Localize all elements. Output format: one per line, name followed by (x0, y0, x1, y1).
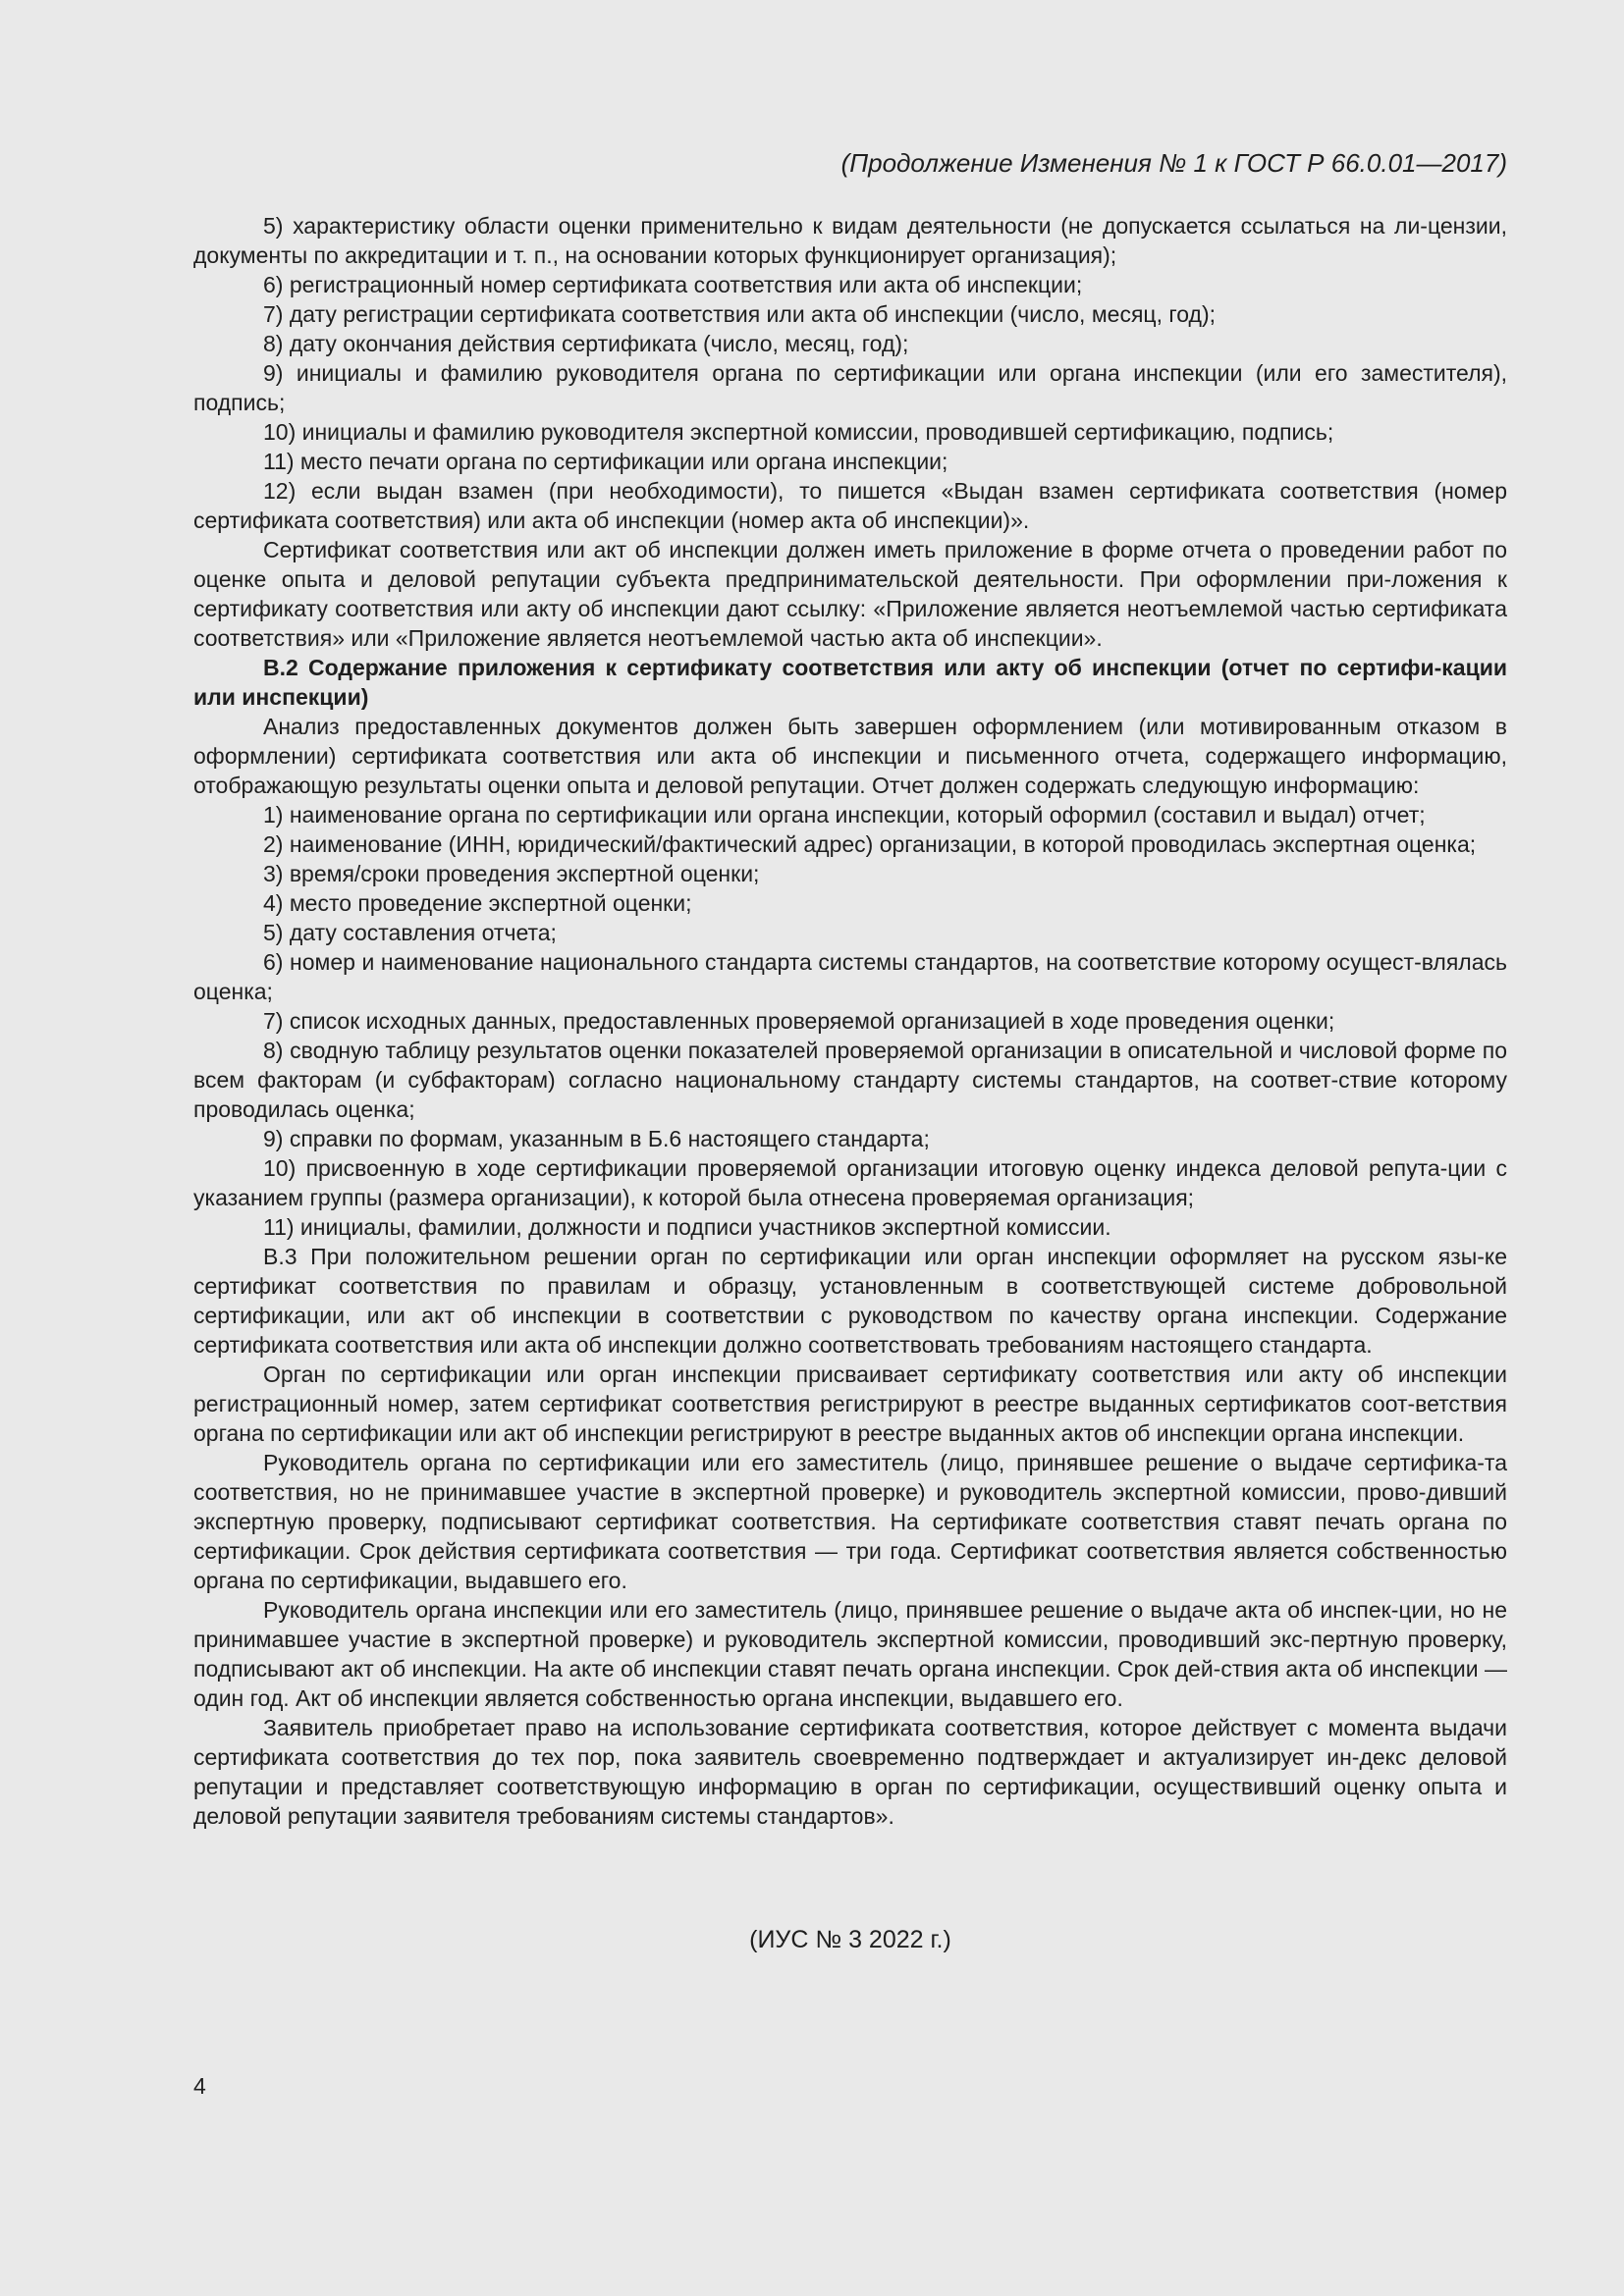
list-item: 9) инициалы и фамилию руководителя органа по сертификации или органа инспекции (или его заместителя), подпись; (193, 360, 1507, 415)
paragraph: Руководитель органа инспекции или его заместитель (лицо, принявшее решение о выдаче акта об инспек-ции, но не принимавшее участие в экспертной проверке) и руководитель экспертной комиссии, проводивший экс-пертную проверку, подписывают акт об инспекции. На акте об инспекции ставят печать органа инспекции. Срок дей-ствия акта об инспекции — один год. Акт об инспекции является собственностью органа инспекции, выдавшего его. (193, 1597, 1507, 1711)
page-number: 4 (193, 2073, 206, 2099)
list-item: 11) инициалы, фамилии, должности и подписи участников экспертной комиссии. (263, 1214, 1111, 1240)
list-item: 10) присвоенную в ходе сертификации проверяемой организации итоговую оценку индекса деловой репута-ции с указанием группы (размера организации), к которой была отнесена проверяемая организация; (193, 1155, 1507, 1210)
list-item: 6) номер и наименование национального стандарта системы стандартов, на соответствие которому осущест-влялась оценка; (193, 949, 1507, 1004)
list-item: 2) наименование (ИНН, юридический/фактический адрес) организации, в которой проводилась экспертная оценка; (263, 831, 1477, 857)
list-item: 9) справки по формам, указанным в Б.6 настоящего стандарта; (263, 1126, 930, 1151)
running-head: (Продолжение Изменения № 1 к ГОСТ Р 66.0.01—2017) (840, 148, 1507, 178)
list-item: 6) регистрационный номер сертификата соответствия или акта об инспекции; (263, 272, 1083, 297)
list-item: 10) инициалы и фамилию руководителя экспертной комиссии, проводившей сертификацию, подпись; (263, 419, 1334, 445)
list-item: 3) время/сроки проведения экспертной оценки; (263, 861, 760, 886)
paragraph: Заявитель приобретает право на использование сертификата соответствия, которое действует с момента выдачи сертификата соответствия до тех пор, пока заявитель своевременно подтверждает и актуализирует ин-декс деловой репутации и представляет соответствующую информацию в орган по сертификации, осуществивший оценку опыта и деловой репутации заявителя требованиям системы стандартов». (193, 1715, 1507, 1829)
list-item: 11) место печати органа по сертификации или органа инспекции; (263, 449, 948, 474)
list-item: 4) место проведение экспертной оценки; (263, 890, 692, 916)
list-item: 5) характеристику области оценки применительно к видам деятельности (не допускается ссылаться на ли-цензии, документы по аккредитации и т. п., на основании которых функционирует организация); (193, 213, 1507, 268)
document-body (193, 211, 1507, 1831)
list-item: 7) дату регистрации сертификата соответствия или акта об инспекции (число, месяц, год); (263, 301, 1216, 327)
issue-reference: (ИУС № 3 2022 г.) (749, 1926, 951, 1953)
paragraph: Орган по сертификации или орган инспекции присваивает сертификату соответствия или акту об инспекции регистрационный номер, затем сертификат соответствия регистрируют в реестре выданных сертификатов соот-ветствия органа по сертификации или акт об инспекции регистрируют в реестре выданных актов об инспекции органа инспекции. (193, 1362, 1507, 1446)
list-item: 1) наименование органа по сертификации или органа инспекции, который оформил (составил и выдал) отчет; (263, 802, 1426, 828)
paragraph: В.3 При положительном решении орган по сертификации или орган инспекции оформляет на русском язы-ке сертификат соответствия по правилам и образцу, установленным в соответствующей системе добровольной сертификации, или акт об инспекции в соответствии с руководством по качеству органа инспекции. Содержание сертификата соответствия или акта об инспекции должно соответствовать требованиям настоящего стандарта. (193, 1244, 1507, 1358)
list-item: 8) дату окончания действия сертификата (число, месяц, год); (263, 331, 909, 356)
paragraph: Руководитель органа по сертификации или его заместитель (лицо, принявшее решение о выдаче сертифика-та соответствия, но не принимавшее участие в экспертной проверке) и руководитель экспертной комиссии, прово-дивший экспертную проверку, подписывают сертификат соответствия. На сертификате соответствия ставят печать органа по сертификации. Срок действия сертификата соответствия — три года. Сертификат соответствия является собственностью органа по сертификации, выдавшего его. (193, 1450, 1507, 1593)
section-heading: В.2 Содержание приложения к сертификату соответствия или акту об инспекции (отчет по сертифи-кации или инспекции) (193, 655, 1507, 710)
list-item: 5) дату составления отчета; (263, 920, 557, 945)
list-item: 12) если выдан взамен (при необходимости), то пишется «Выдан взамен сертификата соответствия (номер сертификата соответствия) или акта об инспекции (номер акта об инспекции)». (193, 478, 1507, 533)
paragraph: Сертификат соответствия или акт об инспекции должен иметь приложение в форме отчета о проведении работ по оценке опыта и деловой репутации субъекта предпринимательской деятельности. При оформлении при-ложения к сертификату соответствия или акту об инспекции дают ссылку: «Приложение является неотъемлемой частью сертификата соответствия» или «Приложение является неотъемлемой частью акта об инспекции». (193, 537, 1507, 651)
list-item: 7) список исходных данных, предоставленных проверяемой организацией в ходе проведения оценки; (263, 1008, 1335, 1034)
list-item: 8) сводную таблицу результатов оценки показателей проверяемой организации в описательной и числовой форме по всем факторам (и субфакторам) согласно национальному стандарту системы стандартов, на соответ-ствие которому проводилась оценка; (193, 1038, 1507, 1122)
paragraph: Анализ предоставленных документов должен быть завершен оформлением (или мотивированным отказом в оформлении) сертификата соответствия или акта об инспекции и письменного отчета, содержащего информацию, отображающую результаты оценки опыта и деловой репутации. Отчет должен содержать следующую информацию: (193, 714, 1507, 798)
